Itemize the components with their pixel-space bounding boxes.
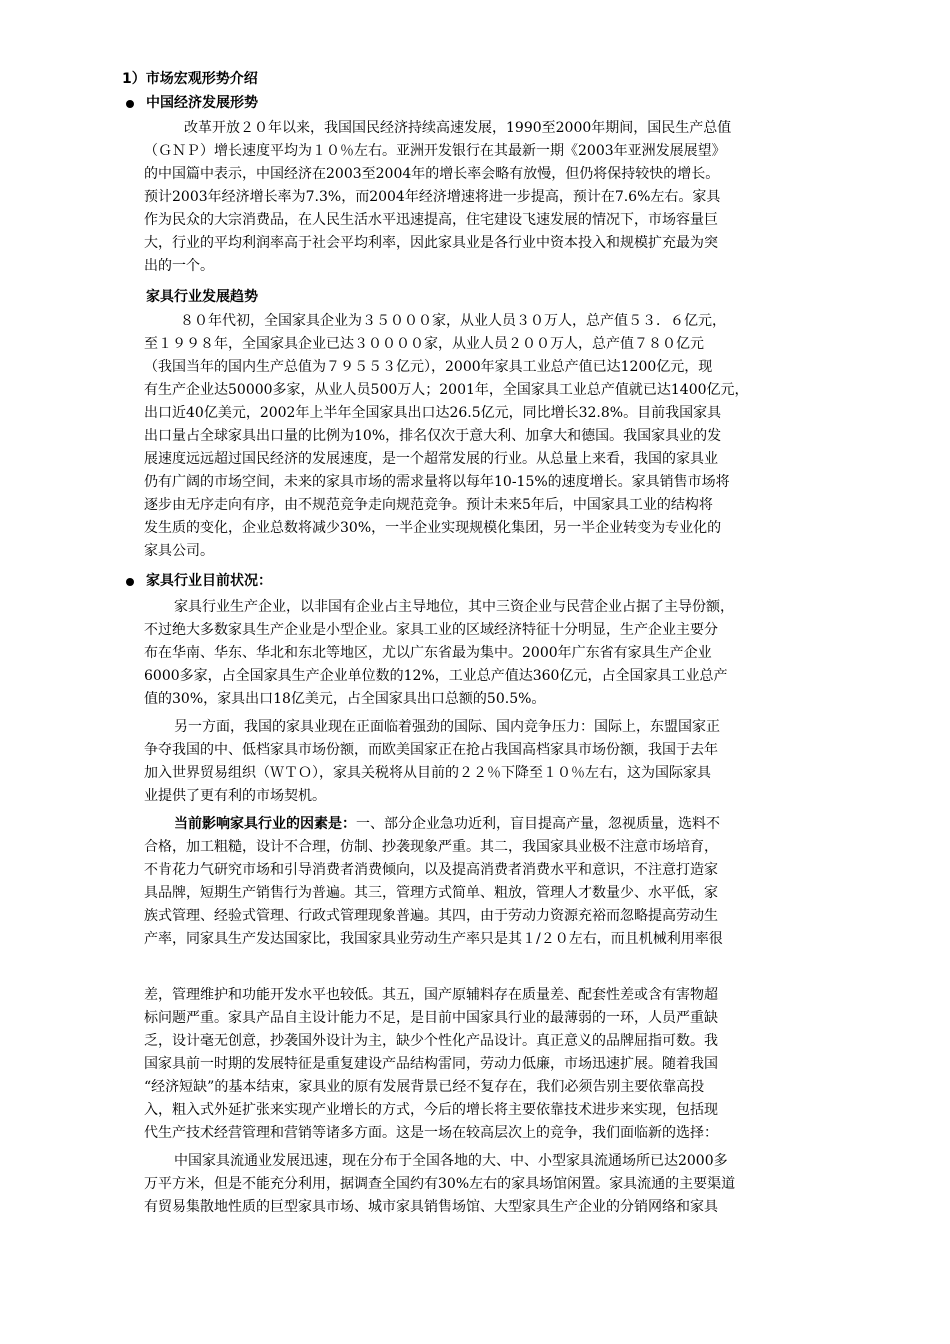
paragraph-line: 布在华南、华东、华北和东北等地区，尤以广东省最为集中。2000年广东省有家具生产企业 <box>144 645 712 661</box>
bullet-dot <box>126 100 134 108</box>
paragraph-line: 出的一个。 <box>144 258 214 274</box>
paragraph-line: 至１９９８年，全国家具企业已达３００００家，从业人员２００万人，总产值７８０亿元 <box>144 336 704 352</box>
paragraph-line: 具品牌，短期生产销售行为普遍。其三，管理方式简单、粗放，管理人才数量少、水平低，家 <box>144 885 718 901</box>
paragraph-line: 族式管理、经验式管理、行政式管理现象普遍。其四，由于劳动力资源充裕而忽略提高劳动生 <box>144 908 718 924</box>
paragraph-line: 逐步由无序走向有序，由不规范竞争走向规范竞争。预计未来5年后，中国家具工业的结构将 <box>144 497 713 513</box>
paragraph-line: 展速度远远超过国民经济的发展速度，是一个超常发展的行业。从总量上来看，我国的家具业 <box>144 451 718 467</box>
paragraph-line: 合格，加工粗糙，设计不合理，仿制、抄袭现象严重。其二，我国家具业极不注意市场培育， <box>144 839 718 855</box>
paragraph-line: 大，行业的平均利润率高于社会平均利率，因此家具业是各行业中资本投入和规模扩充最为突 <box>144 235 718 251</box>
factors-first-line <box>174 813 720 836</box>
paragraph-line: 另一方面，我国的家具业现在正面临着强劲的国际、国内竞争压力：国际上，东盟国家正 <box>174 719 720 735</box>
paragraph-line: ８０年代初，全国家具企业为３５０００家，从业人员３０万人，总产值５３．６亿元， <box>180 313 726 329</box>
paragraph-line: 不肯花力气研究市场和引导消费者消费倾向，以及提高消费者消费水平和意识，不注意打造家 <box>144 862 718 878</box>
paragraph-line: 乏，设计毫无创意，抄袭国外设计为主，缺少个性化产品设计。真正意义的品牌屈指可数。我 <box>144 1033 718 1049</box>
paragraph-line: 的中国篇中表示，中国经济在2003至2004年的增长率会略有放慢，但仍将保持较快的增长。 <box>144 166 720 182</box>
bullet-dot <box>126 578 134 586</box>
paragraph-line: 预计2003年经济增长率为7.3%，而2004年经济增速将进一步提高，预计在7.6%左右。家具 <box>144 189 721 205</box>
paragraph-line: 入，粗入式外延扩张来实现产业增长的方式，今后的增长将主要依靠技术进步来实现，包括现 <box>144 1102 718 1118</box>
paragraph-line: 争夺我国的中、低档家具市场份额，而欧美国家正在抢占我国高档家具市场份额，我国于去年 <box>144 742 718 758</box>
paragraph-line: 加入世界贸易组织（ＷＴＯ），家具关税将从目前的２２％下降至１０％左右，这为国际家具 <box>144 765 711 781</box>
paragraph-line: 产率，同家具生产发达国家比，我国家具业劳动生产率只是其１/２０左右，而且机械利用率很 <box>144 931 723 947</box>
factors-label: 当前影响家具行业的因素是： <box>174 816 356 832</box>
paragraph-line: （我国当年的国内生产总值为７９５５３亿元），2000年家具工业总产值已达1200亿元，现 <box>144 359 713 375</box>
paragraph-line: 标问题严重。家具产品自主设计能力不足，是目前中国家具行业的最薄弱的一环，人员严重缺 <box>144 1010 718 1026</box>
paragraph-text: 一、部分企业急功近利，盲目提高产量，忽视质量，选料不 <box>356 816 720 832</box>
paragraph-line: 业提供了更有利的市场契机。 <box>144 788 326 804</box>
paragraph-line: 改革开放２０年以来，我国国民经济持续高速发展，1990至2000年期间，国民生产总值 <box>184 120 732 136</box>
paragraph-line: 发生质的变化，企业总数将减少30%，一半企业实现规模化集团，另一半企业转变为专业化的 <box>144 520 722 536</box>
paragraph-line: 6000多家，占全国家具生产企业单位数的12%，工业总产值达360亿元，占全国家具工业总产 <box>144 668 728 684</box>
paragraph-line: 万平方米，但是不能充分利用，据调查全国约有30%左右的家具场馆闲置。家具流通的主要渠道 <box>144 1176 736 1192</box>
paragraph-line: “经济短缺”的基本结束，家具业的原有发展背景已经不复存在，我们必须告别主要依靠高投 <box>144 1079 705 1095</box>
section-heading: 1）市场宏观形势介绍 <box>122 71 258 87</box>
paragraph-line: 值的30%，家具出口18亿美元，占全国家具出口总额的50.5%。 <box>144 691 546 707</box>
paragraph-line: 家具行业生产企业，以非国有企业占主导地位，其中三资企业与民营企业占据了主导份额， <box>174 599 734 615</box>
paragraph-line: 有贸易集散地性质的巨型家具市场、城市家具销售场馆、大型家具生产企业的分销网络和家具 <box>144 1199 718 1215</box>
paragraph-line: 仍有广阔的市场空间，未来的家具市场的需求量将以每年10-15%的速度增长。家具销售市场将 <box>144 474 730 490</box>
paragraph-line: 代生产技术经营管理和营销等诸多方面。这是一场在较高层次上的竞争，我们面临新的选择： <box>144 1125 718 1141</box>
subheading-china-economy: 中国经济发展形势 <box>146 95 258 111</box>
paragraph-line: 国家具前一时期的发展特征是重复建设产品结构雷同，劳动力低廉，市场迅速扩展。随着我国 <box>144 1056 718 1072</box>
paragraph-line: 中国家具流通业发展迅速，现在分布于全国各地的大、中、小型家具流通场所已达2000多 <box>174 1153 728 1169</box>
paragraph-line: （ＧＮＰ）增长速度平均为１０％左右。亚洲开发银行在其最新一期《2003年亚洲发展展望》 <box>144 143 726 159</box>
subheading-industry-trend: 家具行业发展趋势 <box>146 289 258 305</box>
paragraph-line: 作为民众的大宗消费品，在人民生活水平迅速提高，住宅建设飞速发展的情况下，市场容量巨 <box>144 212 718 228</box>
paragraph-line: 有生产企业达50000多家，从业人员500万人；2001年，全国家具工业总产值就已达1400亿元， <box>144 382 749 398</box>
subheading-industry-status: 家具行业目前状况： <box>146 573 272 589</box>
paragraph-line: 家具公司。 <box>144 543 214 559</box>
paragraph-line: 不过绝大多数家具生产企业是小型企业。家具工业的区域经济特征十分明显，生产企业主要分 <box>144 622 718 638</box>
paragraph-line: 出口近40亿美元，2002年上半年全国家具出口达26.5亿元，同比增长32.8%。目前我国家具 <box>144 405 722 421</box>
paragraph-line: 出口量占全球家具出口量的比例为10%，排名仅次于意大利、加拿大和德国。我国家具业的发 <box>144 428 722 444</box>
paragraph-line: 差，管理维护和功能开发水平也较低。其五，国产原辅料存在质量差、配套性差或含有害物超 <box>144 987 718 1003</box>
